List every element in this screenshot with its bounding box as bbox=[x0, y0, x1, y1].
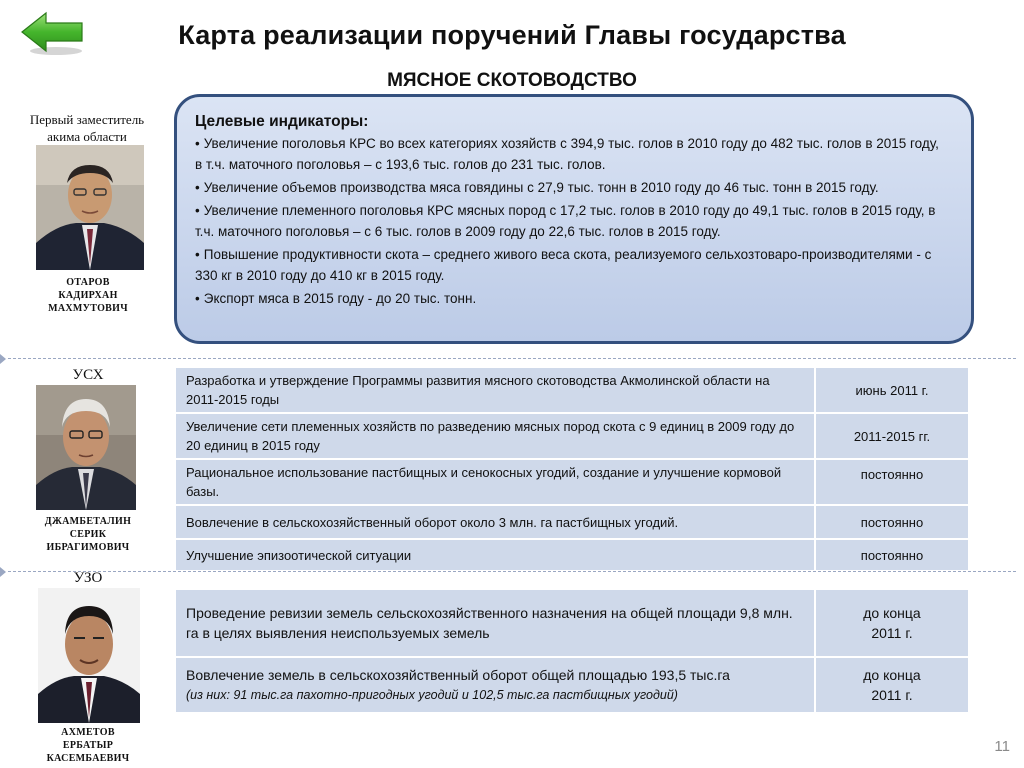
table-row bbox=[176, 414, 970, 460]
indicators-title: Целевые индикаторы: bbox=[195, 113, 369, 130]
indicator-item: • Экспорт мяса в 2015 году - до 20 тыс. тонн. bbox=[195, 291, 477, 306]
term-cell: постоянно bbox=[816, 506, 970, 540]
tasks-table-uzo bbox=[176, 590, 970, 714]
indicator-item: • Увеличение поголовья КРС во всех категориях хозяйств с 394,9 тыс. голов в 2010 году до 482 тыс. голов в 2015 году, в т.ч. маточного поголовья – с 193,6 тыс. голов до 231 тыс. голов. bbox=[195, 136, 939, 172]
person-name-dzhambetalin: ДЖАМБЕТАЛИН СЕРИК ИБРАГИМОВИЧ bbox=[44, 516, 132, 553]
term-cell: постоянно bbox=[816, 460, 970, 506]
term-cell: 2011-2015 гг. bbox=[816, 414, 970, 460]
page-subtitle: МЯСНОЕ СКОТОВОДСТВО bbox=[387, 70, 637, 91]
person-role-usx: УСХ bbox=[72, 367, 104, 383]
task-cell: Вовлечение в сельскохозяйственный оборот около 3 млн. га пастбищных угодий. bbox=[176, 506, 816, 540]
term-cell: постоянно bbox=[816, 540, 970, 572]
person-role-deputy-akim: Первый заместитель акима области bbox=[29, 112, 145, 144]
section-divider bbox=[8, 358, 1016, 359]
task-cell: Улучшение эпизоотической ситуации bbox=[176, 540, 816, 572]
divider-marker-icon bbox=[0, 354, 6, 364]
indicator-item: • Увеличение объемов производства мяса говядины с 27,9 тыс. тонн в 2010 году до 46 тыс. тонн в 2015 году. bbox=[195, 180, 879, 195]
target-indicators-panel bbox=[174, 94, 974, 344]
term-cell: до конца 2011 г. bbox=[816, 590, 970, 658]
term-cell: июнь 2011 г. bbox=[816, 368, 970, 414]
section-divider bbox=[8, 571, 1016, 572]
indicator-item: • Увеличение племенного поголовья КРС мясных пород с 17,2 тыс. голов в 2010 году до 49,1 тыс. голов в 2015 году, в т.ч. маточного поголовья – с 6 тыс. голов в 2009 году до 22,6 тыс. голов в 2015 году. bbox=[195, 203, 936, 239]
task-note: (из них: 91 тыс.га пахотно-пригодных угодий и 102,5 тыс.га пастбищных угодий) bbox=[186, 688, 678, 702]
indicators-list bbox=[195, 133, 949, 309]
page-title: Карта реализации поручений Главы государства bbox=[178, 20, 846, 50]
tasks-table-usx bbox=[176, 368, 970, 572]
task-cell: Рациональное использование пастбищных и сенокосных угодий, создание и улучшение кормовой базы. bbox=[176, 460, 816, 506]
task-cell: Разработка и утверждение Программы развития мясного скотоводства Акмолинской области на 2011-2015 годы bbox=[176, 368, 816, 414]
task-cell: Увеличение сети племенных хозяйств по разведению мясных пород скота с 9 единиц в 2009 году до 20 единиц в 2015 году bbox=[176, 414, 816, 460]
task-cell: Вовлечение земель в сельскохозяйственный оборот общей площадью 193,5 тыс.га (из них: 91 тыс.га пахотно-пригодных угодий и 102,5 тыс.га пастбищных угодий) bbox=[176, 658, 816, 714]
portrait-photo-akhmetov bbox=[38, 588, 140, 723]
table-row bbox=[176, 590, 970, 658]
page-number: 11 bbox=[994, 738, 1010, 755]
divider-marker-icon bbox=[0, 567, 6, 577]
person-name-akhmetov: АХМЕТОВ ЕРБАТЫР КАСЕМБАЕВИЧ bbox=[46, 727, 130, 764]
table-row bbox=[176, 658, 970, 714]
person-role-uzo: УЗО bbox=[73, 570, 103, 586]
portrait-photo-otarov bbox=[36, 145, 144, 270]
task-cell: Проведение ревизии земель сельскохозяйственного назначения на общей площади 9,8 млн. га в целях выявления неиспользуемых земель bbox=[176, 590, 816, 658]
person-name-otarov: ОТАРОВ КАДИРХАН МАХМУТОВИЧ bbox=[48, 277, 128, 314]
table-row bbox=[176, 368, 970, 414]
table-row bbox=[176, 540, 970, 572]
table-row bbox=[176, 460, 970, 506]
term-cell: до конца 2011 г. bbox=[816, 658, 970, 714]
portrait-photo-dzhambetalin bbox=[36, 385, 136, 510]
table-row bbox=[176, 506, 970, 540]
indicator-item: • Повышение продуктивности скота – среднего живого веса скота, реализуемого сельхозтоваро-производителями - с 330 кг в 2010 году до 410 кг в 2015 году. bbox=[195, 247, 932, 283]
